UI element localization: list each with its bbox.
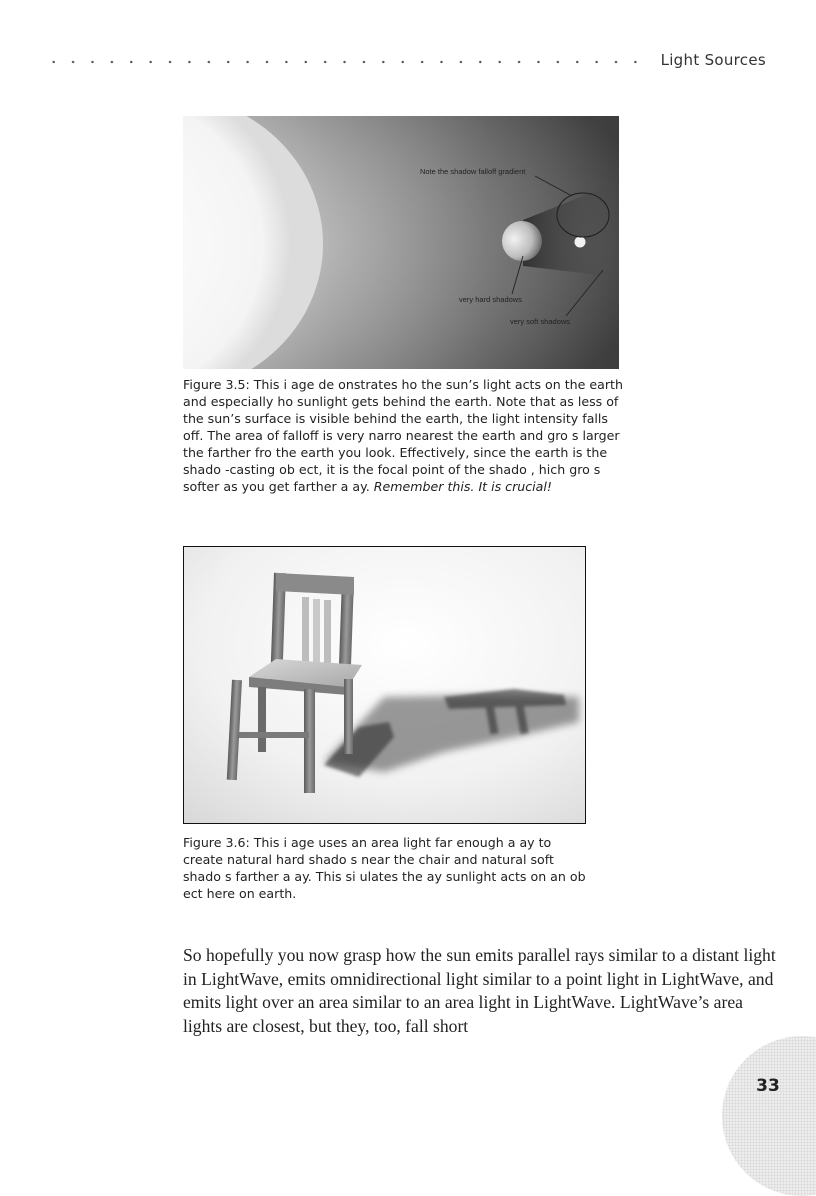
annotation-soft-shadows: very soft shadows — [510, 317, 571, 326]
annotation-hard-shadows: very hard shadows — [459, 295, 522, 304]
page-number: 33 — [756, 1076, 780, 1096]
header-dot-leader — [44, 60, 644, 64]
figure-sun-earth-illustration — [183, 116, 619, 369]
figure-chair-render — [183, 546, 586, 824]
figure-3-5-caption — [183, 376, 623, 495]
page-number-circle — [722, 1036, 816, 1196]
figure-3-6-caption: Figure 3.6: This i age uses an area light far enough a ay to create natural hard shado s near the chair and natural soft shado s farther a ay. This si ulates the ay sunlight acts on an ob ect here on earth. — [183, 835, 586, 901]
small-sphere — [575, 237, 586, 248]
annotation-gradient-note: Note the shadow falloff gradient — [420, 167, 526, 176]
body-paragraph: So hopefully you now grasp how the sun emits parallel rays similar to a distant light in LightWave, emits omnidirectional light similar to a point light in LightWave, and emits light over an area similar to an area light in LightWave. LightWave’s area lights are closest, but they, too, fall short — [183, 945, 776, 1036]
running-header-title: Light Sources — [660, 51, 766, 69]
figure-3-5-caption-emphasis: Remember this. It is crucial! — [373, 479, 552, 494]
figure-3-5-caption-text: Figure 3.5: This i age de onstrates ho the sun’s light acts on the earth and especially ho sunlight gets behind the earth. Note that as less of the sun’s surface is visible behind the earth, the light intensity falls off. The area of falloff is very narro nearest the earth and gro s larger the farther fro the earth you look. Effectively, since the earth is the shado -casting ob ect, it is the focal point of the shado , hich gro s softer as you get farther a ay. — [183, 377, 623, 494]
earth-sphere — [502, 221, 542, 261]
